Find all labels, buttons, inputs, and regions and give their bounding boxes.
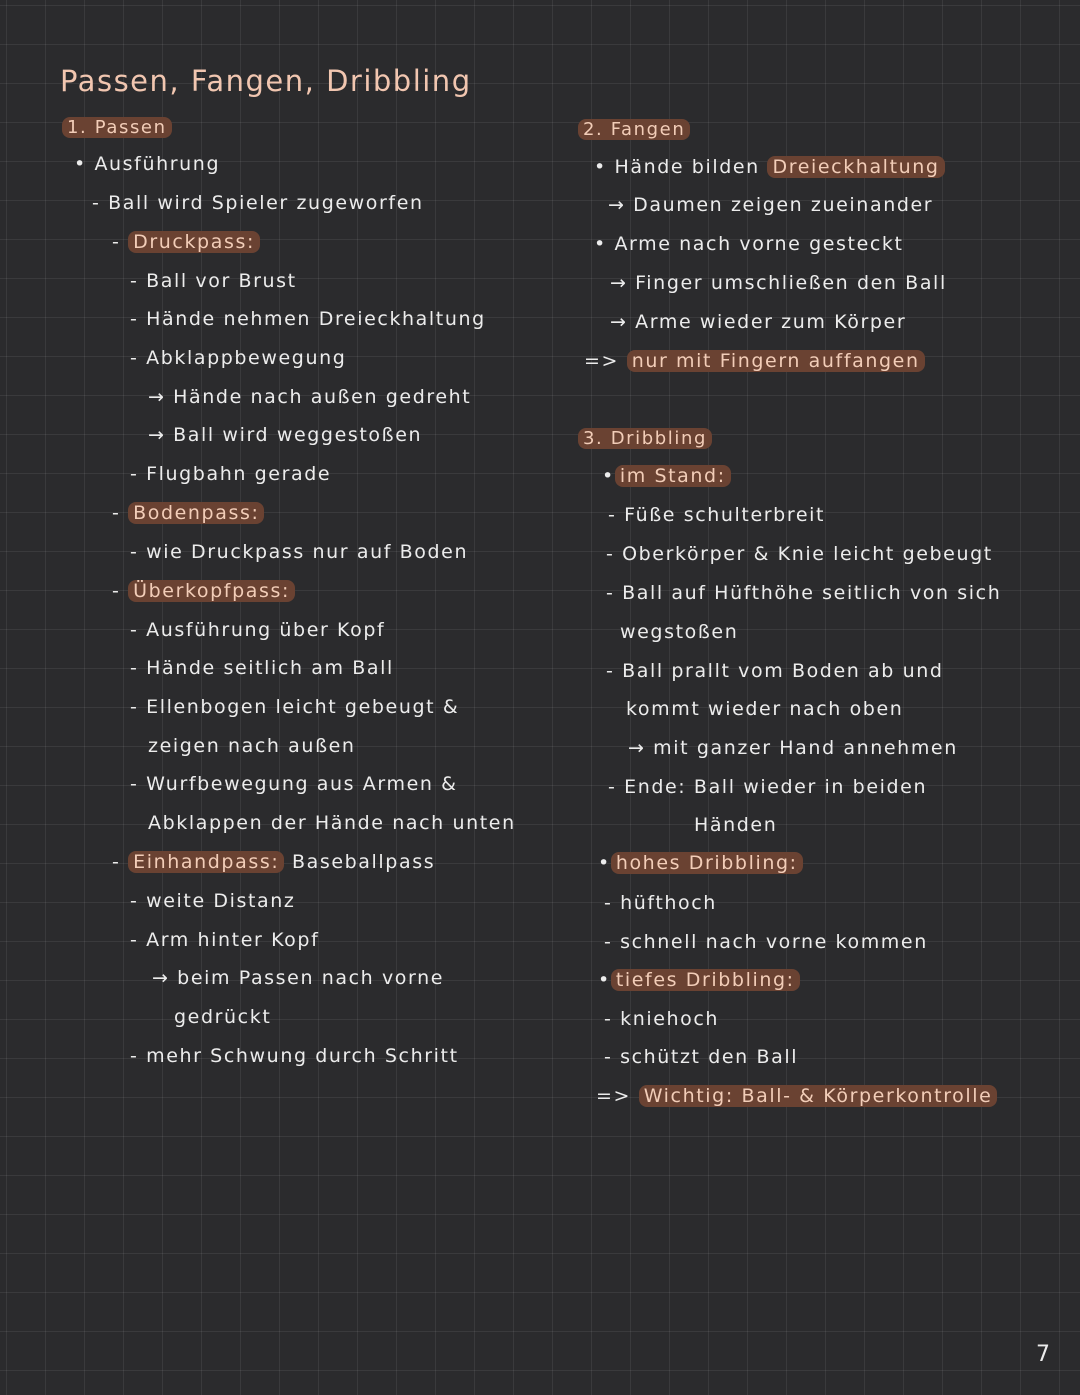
highlight-fingern: nur mit Fingern auffangen bbox=[627, 350, 925, 372]
note-line bbox=[584, 348, 925, 374]
note-line: wegstoßen bbox=[620, 621, 739, 643]
note-line: - wie Druckpass nur auf Boden bbox=[130, 541, 469, 563]
note-line bbox=[596, 1083, 997, 1109]
note-line: - hüfthoch bbox=[604, 892, 717, 914]
subheading-bodenpass bbox=[112, 500, 264, 526]
page-title: Passen, Fangen, Dribbling bbox=[60, 64, 472, 98]
subheading-im-stand-label: im Stand: bbox=[615, 465, 731, 487]
note-line: - mehr Schwung durch Schritt bbox=[130, 1045, 459, 1067]
subheading-einhandpass bbox=[112, 849, 435, 875]
subheading-hohes-dribbling-label: hohes Dribbling: bbox=[611, 852, 803, 874]
note-line: - Wurfbewegung aus Armen & bbox=[130, 773, 458, 795]
note-line: - schützt den Ball bbox=[604, 1046, 799, 1068]
note-line: → Finger umschließen den Ball bbox=[610, 272, 947, 294]
note-line: - Füße schulterbreit bbox=[608, 504, 826, 526]
subheading-ueberkopfpass-label: Überkopfpass: bbox=[128, 580, 295, 602]
note-line: zeigen nach außen bbox=[148, 735, 356, 757]
note-line: → Hände nach außen gedreht bbox=[148, 386, 472, 408]
note-line: - kniehoch bbox=[604, 1008, 720, 1030]
note-line bbox=[594, 154, 945, 180]
note-line: - Ball auf Hüfthöhe seitlich von sich bbox=[606, 582, 1002, 604]
section-heading-fangen bbox=[578, 116, 690, 143]
note-line: - Ausführung über Kopf bbox=[130, 619, 386, 641]
subheading-tiefes-dribbling bbox=[598, 967, 800, 993]
note-line: - Abklappbewegung bbox=[130, 347, 347, 369]
note-line: → beim Passen nach vorne bbox=[152, 967, 445, 989]
dash: - bbox=[112, 580, 121, 602]
note-line: • Arme nach vorne gesteckt bbox=[594, 233, 904, 255]
note-line: - Hände nehmen Dreieckhaltung bbox=[130, 308, 486, 330]
note-line: Händen bbox=[694, 814, 778, 836]
note-line: - Ende: Ball wieder in beiden bbox=[608, 776, 928, 798]
note-line: • Ausführung bbox=[74, 153, 221, 175]
subheading-einhandpass-label: Einhandpass: bbox=[128, 851, 284, 873]
einhandpass-type: Baseballpass bbox=[291, 851, 436, 873]
note-line: - Hände seitlich am Ball bbox=[130, 657, 394, 679]
dash: - bbox=[112, 502, 121, 524]
note-line: gedrückt bbox=[174, 1006, 272, 1028]
note-line: → Arme wieder zum Körper bbox=[610, 311, 907, 333]
note-line: → Ball wird weggestoßen bbox=[148, 424, 423, 446]
note-line: - schnell nach vorne kommen bbox=[604, 931, 928, 953]
dash: - bbox=[112, 851, 121, 873]
note-line: - Ball prallt vom Boden ab und bbox=[606, 660, 944, 682]
note-line: - Oberkörper & Knie leicht gebeugt bbox=[606, 543, 993, 565]
subheading-tiefes-dribbling-label: tiefes Dribbling: bbox=[611, 969, 800, 991]
note-text: • Hände bilden bbox=[594, 156, 760, 178]
section-heading-dribbling-label: 3. Dribbling bbox=[578, 428, 712, 449]
note-line: - Flugbahn gerade bbox=[130, 463, 332, 485]
arrow: => bbox=[584, 350, 620, 372]
bullet: • bbox=[598, 852, 611, 874]
note-line: - Arm hinter Kopf bbox=[130, 929, 320, 951]
section-heading-dribbling bbox=[578, 425, 712, 452]
subheading-hohes-dribbling bbox=[598, 850, 803, 876]
note-line: - Ball vor Brust bbox=[130, 270, 297, 292]
note-line: kommt wieder nach oben bbox=[626, 698, 904, 720]
note-line: Abklappen der Hände nach unten bbox=[148, 812, 516, 834]
arrow: => bbox=[596, 1085, 632, 1107]
subheading-bodenpass-label: Bodenpass: bbox=[128, 502, 264, 524]
section-heading-fangen-label: 2. Fangen bbox=[578, 119, 690, 140]
subheading-ueberkopfpass bbox=[112, 578, 295, 604]
bullet: • bbox=[598, 969, 611, 991]
highlight-dreieckhaltung: Dreieckhaltung bbox=[767, 156, 944, 178]
subheading-druckpass-label: Druckpass: bbox=[128, 231, 260, 253]
section-heading-passen-label: 1. Passen bbox=[62, 117, 172, 138]
subheading-druckpass bbox=[112, 229, 260, 255]
note-line: - Ellenbogen leicht gebeugt & bbox=[130, 696, 460, 718]
section-heading-passen bbox=[62, 114, 172, 141]
bullet: • bbox=[602, 465, 615, 487]
subheading-im-stand bbox=[602, 463, 731, 489]
note-line: - weite Distanz bbox=[130, 890, 296, 912]
note-line: → mit ganzer Hand annehmen bbox=[628, 737, 958, 759]
highlight-wichtig: Wichtig: Ball- & Körperkontrolle bbox=[639, 1085, 998, 1107]
note-line: - Ball wird Spieler zugeworfen bbox=[92, 192, 424, 214]
page-number: 7 bbox=[1036, 1342, 1050, 1367]
dash: - bbox=[112, 231, 121, 253]
note-line: → Daumen zeigen zueinander bbox=[608, 194, 934, 216]
